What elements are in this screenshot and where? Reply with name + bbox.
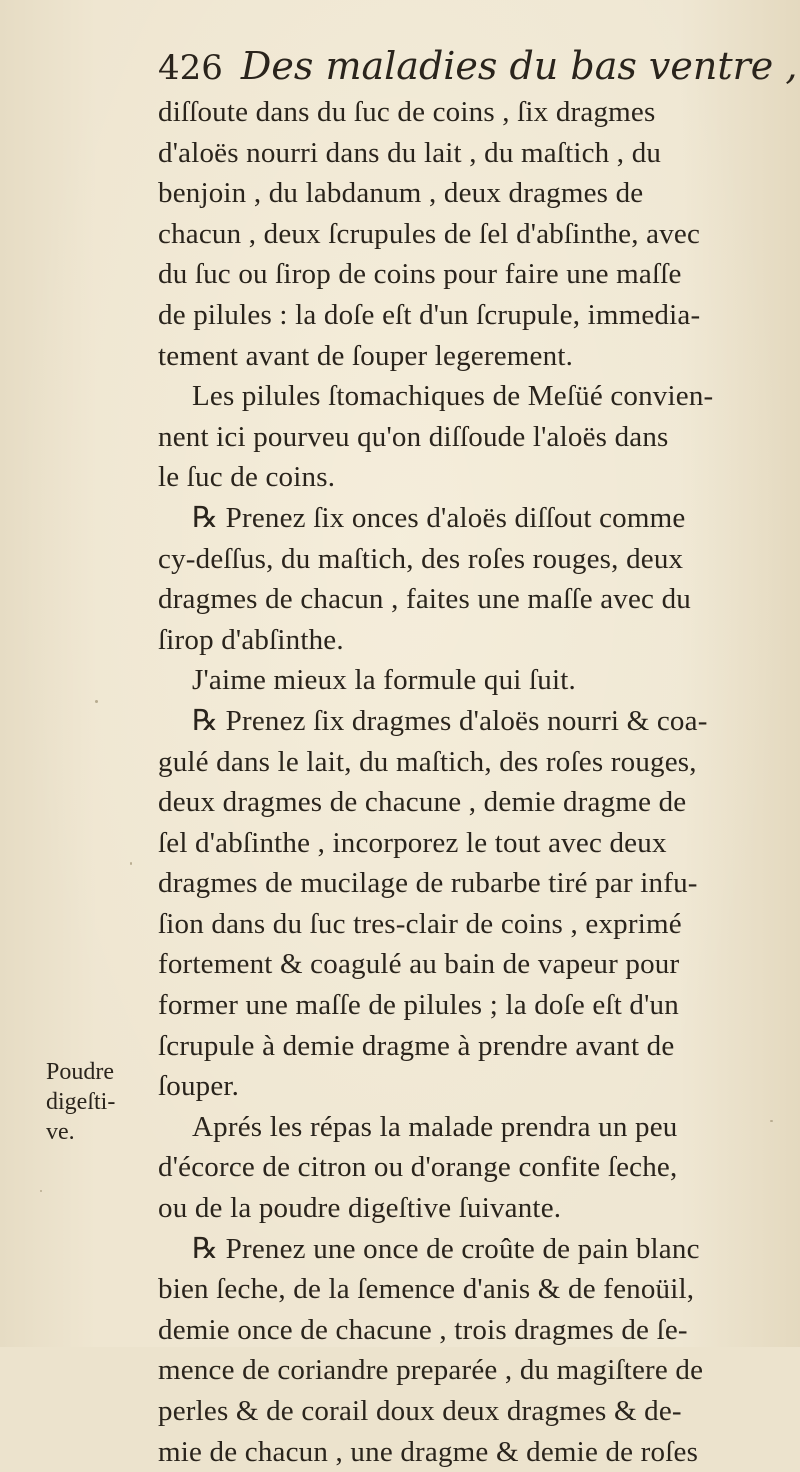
text-line: ℞ Prenez ſix dragmes d'aloës nourri & coa- xyxy=(192,704,708,737)
text-line: de pilules : la doſe eſt d'un ſcrupule, immedia- xyxy=(158,298,701,331)
text-line: le ſuc de coins. xyxy=(158,461,336,494)
page-number: 426 xyxy=(158,48,223,88)
text-line: ſcrupule à demie dragme à prendre avant de xyxy=(158,1029,675,1062)
text-line: J'aime mieux la formule qui ſuit. xyxy=(192,664,576,697)
text-line: nent ici pourveu qu'on diſſoude l'aloës dans xyxy=(158,420,669,453)
text-line: tement avant de ſouper legerement. xyxy=(158,339,574,372)
text-line: benjoin , du labdanum , deux dragmes de xyxy=(158,177,644,210)
text-line: deux dragmes de chacune , demie dragme de xyxy=(158,786,687,819)
text-line: ou de la poudre digeſtive ſuivante. xyxy=(158,1192,562,1225)
margin-note xyxy=(46,1057,146,1147)
text-line: gulé dans le lait, du maſtich, des roſes rouges, xyxy=(158,745,697,778)
margin-note-line: Poudre xyxy=(46,1059,114,1085)
text-line: ſel d'abſinthe , incorporez le tout avec deux xyxy=(158,826,667,859)
text-line: diſſoute dans du ſuc de coins , ſix dragmes xyxy=(158,96,656,128)
text-line: chacun , deux ſcrupules de ſel d'abſinthe, avec xyxy=(158,217,701,250)
running-title: Des maladies du bas ventre , xyxy=(240,44,798,88)
text-line: Les pilules ſtomachiques de Meſüé convien- xyxy=(192,380,714,413)
text-line: mence de coriandre preparée , du magiſtere de xyxy=(158,1354,704,1387)
text-line: ℞ Prenez une once de croûte de pain blanc xyxy=(192,1232,700,1265)
text-line: du ſuc ou ſirop de coins pour faire une maſſe xyxy=(158,258,682,291)
paper-speck xyxy=(130,862,132,865)
running-header xyxy=(158,44,798,94)
text-line: ℞ Prenez ſix onces d'aloës diſſout comme xyxy=(192,501,686,534)
text-line: d'écorce de citron ou d'orange confite ſeche, xyxy=(158,1151,678,1184)
text-line: dragmes de chacun , faites une maſſe avec du xyxy=(158,583,691,616)
paper-speck xyxy=(770,1120,773,1122)
paper-speck xyxy=(40,1190,42,1192)
text-line: perles & de corail doux deux dragmes & de- xyxy=(158,1395,682,1427)
text-line: bien ſeche, de la ſemence d'anis & de fenoüil, xyxy=(158,1273,695,1306)
text-line: mie de chacun , une dragme & demie de roſes xyxy=(158,1435,699,1468)
paper-speck xyxy=(95,700,98,703)
text-line: ſouper. xyxy=(158,1070,240,1103)
text-line: cy-deſſus, du maſtich, des roſes rouges, deux xyxy=(158,542,684,575)
text-line: d'aloës nourri dans du lait , du maſtich , du xyxy=(158,136,662,169)
text-line: former une maſſe de pilules ; la doſe eſt d'un xyxy=(158,989,679,1022)
body-text xyxy=(158,92,768,1472)
margin-note-line: ve. xyxy=(46,1119,75,1145)
text-line: dragmes de mucilage de rubarbe tiré par infu- xyxy=(158,867,698,900)
margin-note-line: digeſti- xyxy=(46,1089,116,1115)
text-line: demie once de chacune , trois dragmes de ſe- xyxy=(158,1313,688,1346)
text-line: ſion dans du ſuc tres-clair de coins , exprimé xyxy=(158,907,682,940)
text-line: ſirop d'abſinthe. xyxy=(158,623,344,656)
text-line: Aprés les répas la malade prendra un peu xyxy=(192,1110,678,1143)
text-line: fortement & coagulé au bain de vapeur pour xyxy=(158,948,680,981)
